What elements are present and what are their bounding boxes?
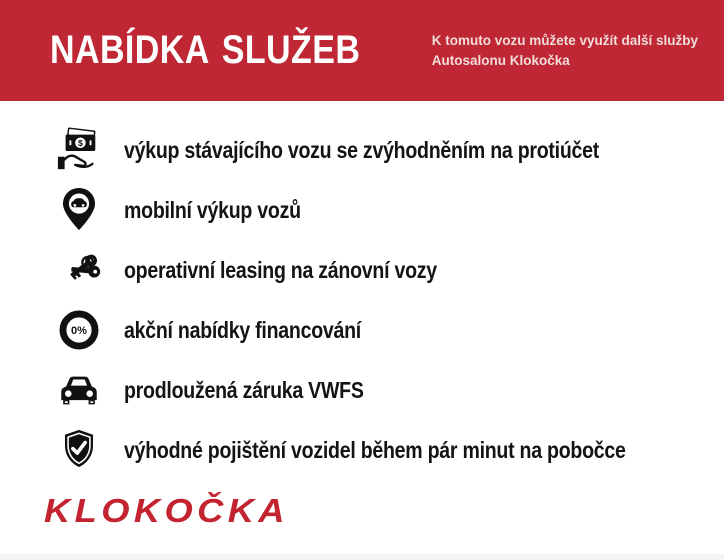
service-item	[0, 180, 724, 240]
service-item	[0, 360, 724, 420]
service-label: operativní leasing na zánovní vozy	[124, 256, 437, 283]
shield-check-icon	[56, 425, 102, 475]
service-label: prodloužená záruka VWFS	[124, 376, 364, 403]
cash-in-hand-icon	[56, 125, 102, 175]
header-banner	[0, 0, 724, 101]
zero-percent-badge: 0%	[71, 325, 87, 338]
service-item	[0, 240, 724, 300]
header-subtitle	[432, 31, 702, 71]
service-list	[0, 101, 724, 480]
service-label: výkup stávajícího vozu se zvýhodněním na protiúčet	[124, 136, 600, 163]
svg-text:$: $	[78, 138, 83, 149]
service-label: mobilní výkup vozů	[124, 196, 301, 223]
header-subtitle-line2: Autosalonu Klokočka	[431, 52, 570, 68]
car-front-icon	[56, 365, 102, 415]
service-item	[0, 120, 724, 180]
service-label: akční nabídky financování	[124, 316, 361, 343]
zero-percent-icon	[56, 305, 102, 355]
service-label: výhodné pojištění vozidel během pár minut na pobočce	[124, 436, 626, 463]
car-keys-icon	[56, 245, 102, 295]
service-item	[0, 420, 724, 480]
klokocka-logo: KLOKOČKA	[44, 492, 289, 529]
car-location-pin-icon	[56, 185, 102, 235]
header-subtitle-line1: K tomuto vozu můžete využít další služby	[431, 32, 698, 48]
service-item	[0, 300, 724, 360]
page-title: NABÍDKA SLUŽEB	[50, 28, 361, 72]
bottom-strip	[0, 554, 724, 560]
